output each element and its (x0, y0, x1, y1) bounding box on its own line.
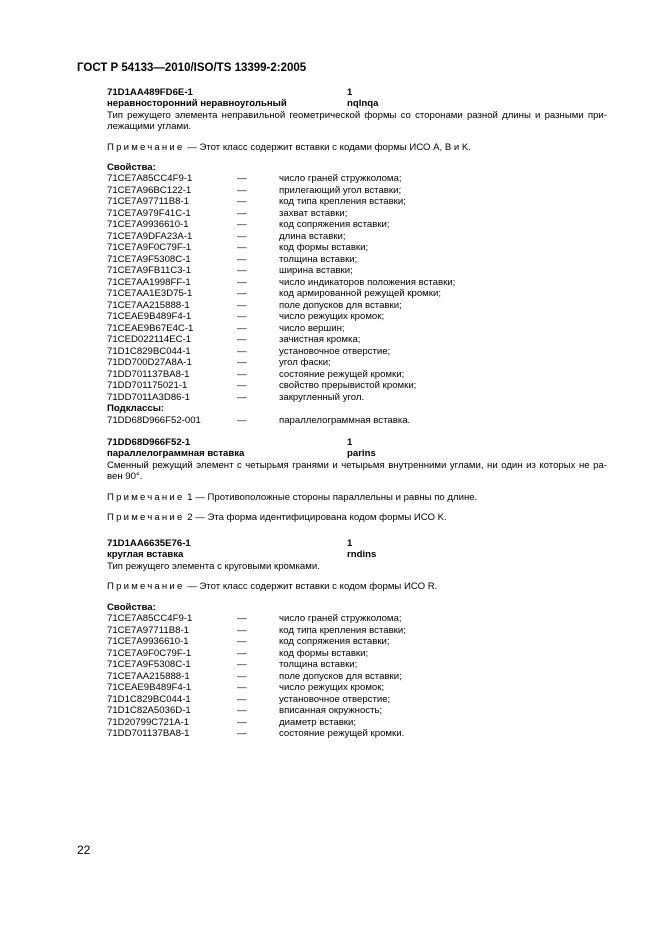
entry-definition: Тип режущего элемента неправильной геометрической формы со сторонами разной длины и разными при-лежащими углами. (107, 109, 607, 133)
entry-note-1 (107, 492, 607, 503)
property-row (107, 277, 607, 289)
note-text: — Этот класс содержит вставки с кодами формы ИСО А, В и K. (184, 141, 471, 153)
property-description: диаметр вставки; (279, 716, 357, 728)
property-row (107, 311, 607, 323)
entry-code-row (107, 437, 607, 448)
property-code: 71CE7A9DFA23A-1 (107, 230, 193, 242)
property-code: 71D1C82A5036D-1 (107, 705, 191, 716)
property-code: 71CEAE9B489F4-1 (107, 311, 192, 323)
property-code: 71CE7A979F41C-1 (107, 207, 191, 219)
property-dash: — (237, 728, 247, 739)
property-description: толщина вставки; (279, 253, 358, 265)
property-row (107, 300, 607, 312)
properties-list (107, 173, 607, 403)
property-description: установочное отверстие; (279, 693, 391, 705)
properties-title: Свойства: (107, 162, 156, 173)
property-description: код типа крепления вставки; (279, 624, 406, 636)
property-row (107, 717, 607, 729)
property-description: число режущих кромок; (279, 311, 385, 323)
property-description: состояние режущей кромки. (279, 728, 405, 739)
property-dash: — (237, 414, 247, 426)
entry-name-row (107, 448, 607, 459)
property-code: 71CE7A85CC4F9-1 (107, 173, 193, 185)
property-row (107, 323, 607, 335)
property-code: 71D1C829BC044-1 (107, 693, 191, 705)
property-code: 71D20799C721A-1 (107, 716, 190, 728)
entry-code-row (107, 538, 607, 549)
property-code: 71CEAE9B67E4C-1 (107, 322, 194, 334)
entry-name-row (107, 549, 607, 560)
property-row (107, 208, 607, 220)
property-code: 71CE7AA215888-1 (107, 299, 190, 311)
property-description: код армированной режущей кромки; (279, 288, 441, 300)
page-number: 22 (77, 843, 91, 857)
property-description: число режущих кромок; (279, 682, 385, 693)
note-text: 2 — Эта форма идентифицирована кодом формы ИСО K. (184, 512, 447, 523)
property-description: вписанная окружность; (279, 705, 383, 716)
property-description: код типа крепления вставки; (279, 196, 406, 208)
property-dash: — (237, 693, 247, 705)
property-row (107, 636, 607, 648)
property-code: 71CE7A85CC4F9-1 (107, 613, 193, 624)
property-row (107, 265, 607, 277)
property-description: свойство прерывистой кромки; (279, 380, 417, 392)
entry-short-name: rndins (347, 549, 377, 561)
property-dash: — (237, 276, 247, 288)
property-code: 71CEAE9B489F4-1 (107, 682, 192, 693)
property-code: 71DD701137BA8-1 (107, 368, 190, 380)
property-dash: — (237, 624, 247, 636)
property-row (107, 671, 607, 683)
property-row (107, 242, 607, 254)
property-dash: — (237, 647, 247, 659)
property-description: состояние режущей кромки; (279, 368, 405, 380)
property-description: длина вставки; (279, 230, 346, 242)
property-row (107, 659, 607, 671)
property-code: 71CE7A9F0C79F-1 (107, 242, 192, 254)
entry-nqlnqa (107, 87, 607, 426)
properties-list (107, 613, 607, 740)
property-dash: — (237, 253, 247, 265)
property-row (107, 219, 607, 231)
entry-parins (107, 437, 607, 523)
property-description: захват вставки; (279, 207, 348, 219)
property-dash: — (237, 357, 247, 369)
property-description: ширина вставки; (279, 265, 353, 277)
property-code: 71CE7A97711B8-1 (107, 196, 189, 208)
property-row (107, 346, 607, 358)
property-row (107, 648, 607, 660)
property-row (107, 254, 607, 266)
property-description: параллелограммная вставка. (279, 414, 411, 426)
subclasses-title: Подклассы: (107, 403, 165, 415)
note-text: 1 — Противоположные стороны параллельны и равны по длине. (184, 491, 478, 503)
property-code: 71DD701175021-1 (107, 380, 188, 392)
entry-definition: Сменный режущий элемент с четырьмя гранями и четырьмя внутренними углами, ни один из которых не ра-вен 90°. (107, 459, 607, 483)
entry-rndins (107, 538, 607, 740)
property-code: 71CE7A9F5308C-1 (107, 253, 191, 265)
page-header: ГОСТ Р 54133—2010/ISO/TS 13399-2:2005 (77, 62, 307, 74)
entry-version: 1 (347, 437, 353, 448)
entry-note-2 (107, 512, 607, 523)
entry-short-name: nqlnqa (347, 98, 379, 110)
property-code: 71CE7AA1998FF-1 (107, 276, 191, 288)
property-code: 71CE7AA1E3D75-1 (107, 288, 193, 300)
property-code: 71DD701137BA8-1 (107, 728, 190, 739)
property-code: 71DD700D27A8A-1 (107, 357, 192, 369)
property-row (107, 625, 607, 637)
property-dash: — (237, 184, 247, 196)
property-description: прилегающий угол вставки; (279, 184, 402, 196)
property-row (107, 415, 607, 427)
property-dash: — (237, 242, 247, 254)
entry-definition: Тип режущего элемента с круговыми кромками. (107, 560, 320, 572)
property-code: 71CE7A97711B8-1 (107, 624, 189, 636)
note-label: Примечание (107, 491, 185, 503)
property-row (107, 705, 607, 717)
property-row (107, 728, 607, 740)
property-row (107, 196, 607, 208)
property-row (107, 231, 607, 243)
entry-code-row (107, 87, 607, 98)
property-code: 71DD7011A3D86-1 (107, 391, 191, 403)
entry-name: круглая вставка (107, 549, 184, 561)
property-dash: — (237, 368, 247, 380)
property-dash: — (237, 613, 247, 624)
property-dash: — (237, 173, 247, 185)
property-dash: — (237, 299, 247, 311)
entry-version: 1 (347, 538, 353, 549)
property-dash: — (237, 659, 247, 670)
property-code: 71CE7A9936610-1 (107, 219, 189, 231)
subclasses-list (107, 415, 607, 427)
property-description: число вершин; (279, 322, 345, 334)
property-dash: — (237, 705, 247, 716)
property-row (107, 357, 607, 369)
property-dash: — (237, 636, 247, 647)
property-row (107, 694, 607, 706)
property-code: 71CE7A96BC122-1 (107, 184, 192, 196)
property-description: число граней стружколома; (279, 173, 402, 185)
entry-note (107, 142, 607, 153)
property-row (107, 380, 607, 392)
property-dash: — (237, 716, 247, 728)
property-code: 71DD68D966F52-001 (107, 414, 201, 426)
property-code: 71CE7A9F5308C-1 (107, 659, 191, 670)
note-label: Примечание (107, 141, 185, 153)
property-dash: — (237, 230, 247, 242)
property-code: 71CE7A9F0C79F-1 (107, 647, 192, 659)
note-label: Примечание (107, 581, 185, 593)
property-description: код формы вставки; (279, 647, 369, 659)
property-dash: — (237, 196, 247, 208)
property-description: закругленный угол. (279, 391, 365, 403)
property-dash: — (237, 288, 247, 300)
entry-short-name: parins (347, 448, 376, 460)
property-description: поле допусков для вставки; (279, 670, 402, 682)
property-dash: — (237, 391, 247, 403)
property-row (107, 392, 607, 404)
entry-code: 71D1AA489FD6E-1 (107, 87, 193, 98)
property-row (107, 613, 607, 625)
property-description: код формы вставки; (279, 242, 369, 254)
property-description: число граней стружколома; (279, 613, 402, 624)
property-code: 71D1C829BC044-1 (107, 345, 191, 357)
note-label: Примечание (107, 512, 185, 523)
property-code: 71CED022114EC-1 (107, 334, 192, 346)
property-description: толщина вставки; (279, 659, 358, 670)
property-description: угол фаски; (279, 357, 331, 369)
property-row (107, 334, 607, 346)
property-code: 71CE7AA215888-1 (107, 670, 190, 682)
property-row (107, 185, 607, 197)
note-text: — Этот класс содержит вставки с кодом формы ИСО R. (184, 581, 438, 593)
property-dash: — (237, 322, 247, 334)
property-code: 71CE7A9FB11C3-1 (107, 265, 192, 277)
property-description: поле допусков для вставки; (279, 299, 402, 311)
property-dash: — (237, 207, 247, 219)
property-dash: — (237, 311, 247, 323)
property-description: зачистная кромка; (279, 334, 361, 346)
entry-version: 1 (347, 87, 353, 98)
property-description: код сопряжения вставки; (279, 219, 390, 231)
property-row (107, 369, 607, 381)
entry-code: 71D1AA6635E76-1 (107, 538, 191, 549)
property-description: установочное отверстие; (279, 345, 391, 357)
entry-name: параллелограммная вставка (107, 448, 245, 460)
property-row (107, 173, 607, 185)
property-description: число индикаторов положения вставки; (279, 276, 456, 288)
property-dash: — (237, 334, 247, 346)
properties-title: Свойства: (107, 601, 156, 613)
entry-name: неравносторонний неравноугольный (107, 98, 287, 110)
property-dash: — (237, 682, 247, 693)
property-dash: — (237, 345, 247, 357)
property-row (107, 682, 607, 694)
property-description: код сопряжения вставки; (279, 636, 390, 647)
entry-note (107, 581, 607, 592)
property-dash: — (237, 265, 247, 277)
property-code: 71CE7A9936610-1 (107, 636, 189, 647)
property-row (107, 288, 607, 300)
entry-code: 71DD68D966F52-1 (107, 437, 191, 448)
entry-name-row (107, 98, 607, 109)
property-dash: — (237, 670, 247, 682)
property-dash: — (237, 219, 247, 231)
property-dash: — (237, 380, 247, 392)
